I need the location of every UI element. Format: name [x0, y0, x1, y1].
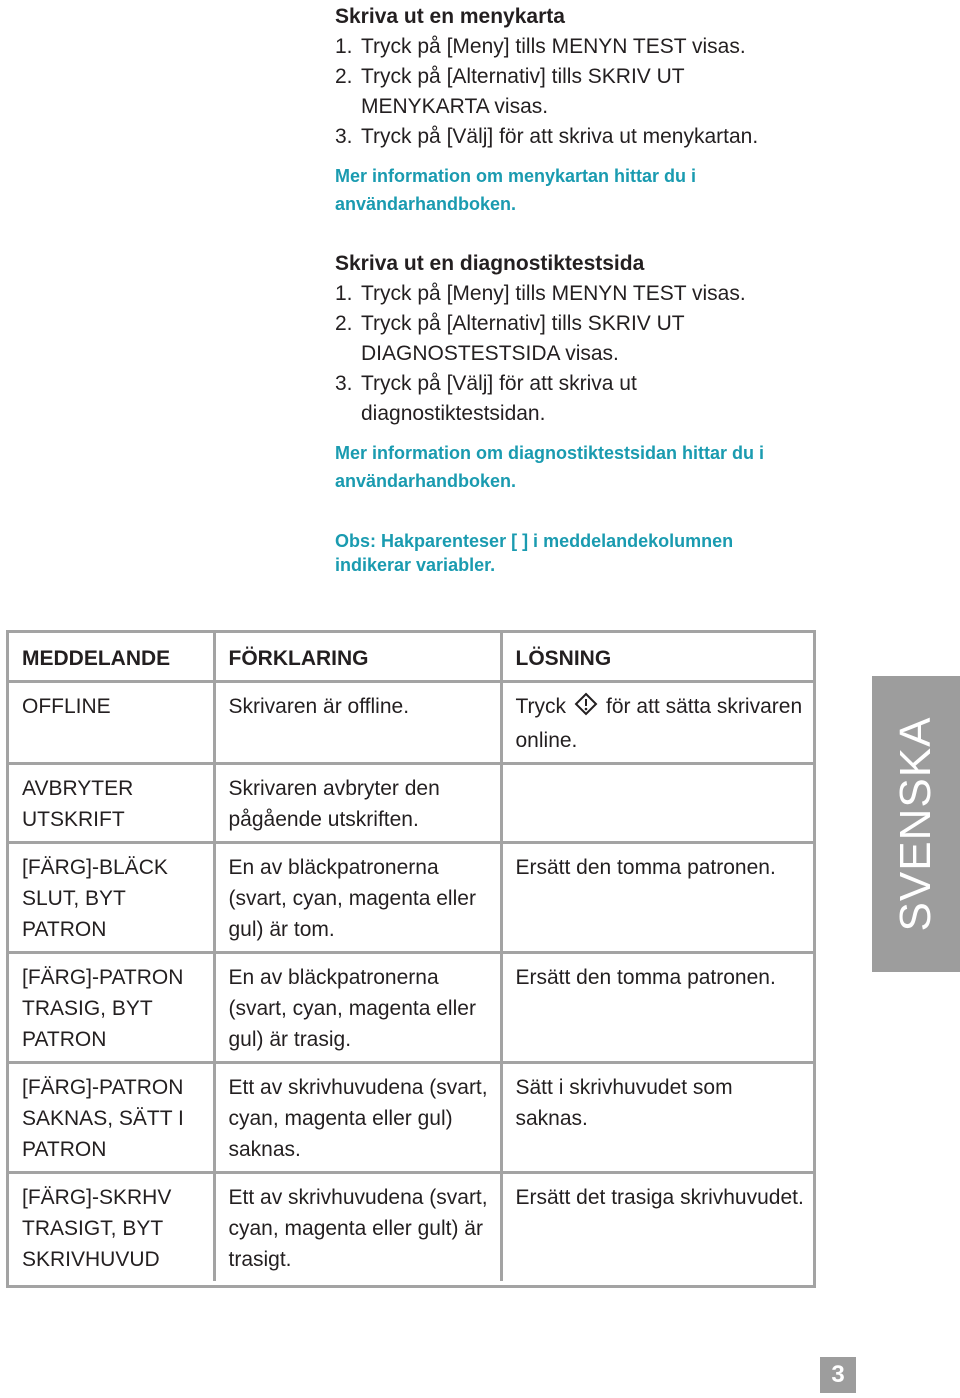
header-explanation: FÖRKLARING [214, 633, 501, 682]
step-item [335, 309, 805, 369]
solution-text-pre: Tryck [515, 695, 567, 718]
cell-solution: Sätt i skrivhuvudet som saknas. [501, 1063, 813, 1173]
obs-note: Obs: Hakparenteser [ ] i meddelandekolumnen indikerar variabler. [335, 531, 734, 575]
step-text: Tryck på [Alternativ] tills SKRIV UT MENYKARTA visas. [361, 65, 685, 118]
steps-list [335, 279, 805, 429]
step-text: Tryck på [Meny] tills MENYN TEST visas. [361, 282, 746, 305]
info-note: Mer information om menykartan hittar du i användarhandboken. [335, 166, 697, 214]
cell-message: OFFLINE [9, 682, 214, 764]
header-message: MEDDELANDE [9, 633, 214, 682]
header-solution: LÖSNING [501, 633, 813, 682]
cell-explanation: Ett av skrivhuvudena (svart, cyan, magenta eller gult) är trasigt. [214, 1173, 501, 1282]
resume-button-icon [574, 692, 598, 725]
step-item [335, 32, 805, 62]
cell-message: [FÄRG]-SKRHV TRASIGT, BYT SKRIVHUVUD [9, 1173, 214, 1282]
table-row [9, 1173, 813, 1282]
table-row [9, 682, 813, 764]
step-text: Tryck på [Välj] för att skriva ut menykartan. [361, 125, 759, 148]
language-tab [872, 676, 960, 972]
cell-explanation: Ett av skrivhuvudena (svart, cyan, magenta eller gul) saknas. [214, 1063, 501, 1173]
step-number: 3. [335, 125, 353, 148]
step-number: 2. [335, 65, 353, 88]
section-title: Skriva ut en menykarta [335, 5, 565, 28]
cell-message: [FÄRG]-PATRON TRASIG, BYT PATRON [9, 953, 214, 1063]
step-number: 2. [335, 312, 353, 335]
step-number: 3. [335, 372, 353, 395]
step-number: 1. [335, 282, 353, 305]
table-row [9, 1063, 813, 1173]
step-item [335, 369, 805, 429]
info-note: Mer information om diagnostiktestsidan hittar du i användarhandboken. [335, 443, 765, 491]
cell-message: [FÄRG]-PATRON SAKNAS, SÄTT I PATRON [9, 1063, 214, 1173]
table-header-row [9, 633, 813, 682]
table-row [9, 953, 813, 1063]
step-text: Tryck på [Meny] tills MENYN TEST visas. [361, 35, 746, 58]
cell-explanation: Skrivaren avbryter den pågående utskriften. [214, 764, 501, 843]
step-number: 1. [335, 35, 353, 58]
cell-solution [501, 764, 813, 843]
step-text: Tryck på [Välj] för att skriva ut diagnostiktestsidan. [361, 372, 637, 425]
cell-explanation: En av bläckpatronerna (svart, cyan, magenta eller gul) är trasig. [214, 953, 501, 1063]
page-number: 3 [820, 1357, 856, 1393]
table-row [9, 764, 813, 843]
language-tab-label: SVENSKA [891, 716, 940, 932]
solution-text-post: för att sätta skrivaren online. [515, 695, 803, 752]
step-item [335, 122, 805, 152]
cell-solution [501, 682, 813, 764]
steps-list [335, 32, 805, 152]
obs-note-block [335, 529, 805, 577]
cell-solution: Ersätt den tomma patronen. [501, 953, 813, 1063]
cell-message: [FÄRG]-BLÄCK SLUT, BYT PATRON [9, 843, 214, 953]
cell-solution: Ersätt den tomma patronen. [501, 843, 813, 953]
cell-solution: Ersätt det trasiga skrivhuvudet. [515, 1186, 804, 1209]
cell-explanation: Skrivaren är offline. [214, 682, 501, 764]
cell-message: AVBRYTER UTSKRIFT [9, 764, 214, 843]
step-item [335, 279, 805, 309]
table-row [9, 843, 813, 953]
step-item [335, 62, 805, 122]
section-diagnostic-page [335, 249, 805, 495]
cell-explanation: En av bläckpatronerna (svart, cyan, magenta eller gul) är tom. [214, 843, 501, 953]
section-title: Skriva ut en diagnostiktestsida [335, 252, 645, 275]
step-text: Tryck på [Alternativ] tills SKRIV UT DIAGNOSTESTSIDA visas. [361, 312, 685, 365]
section-menu-map [335, 2, 805, 218]
message-table [6, 630, 816, 1288]
